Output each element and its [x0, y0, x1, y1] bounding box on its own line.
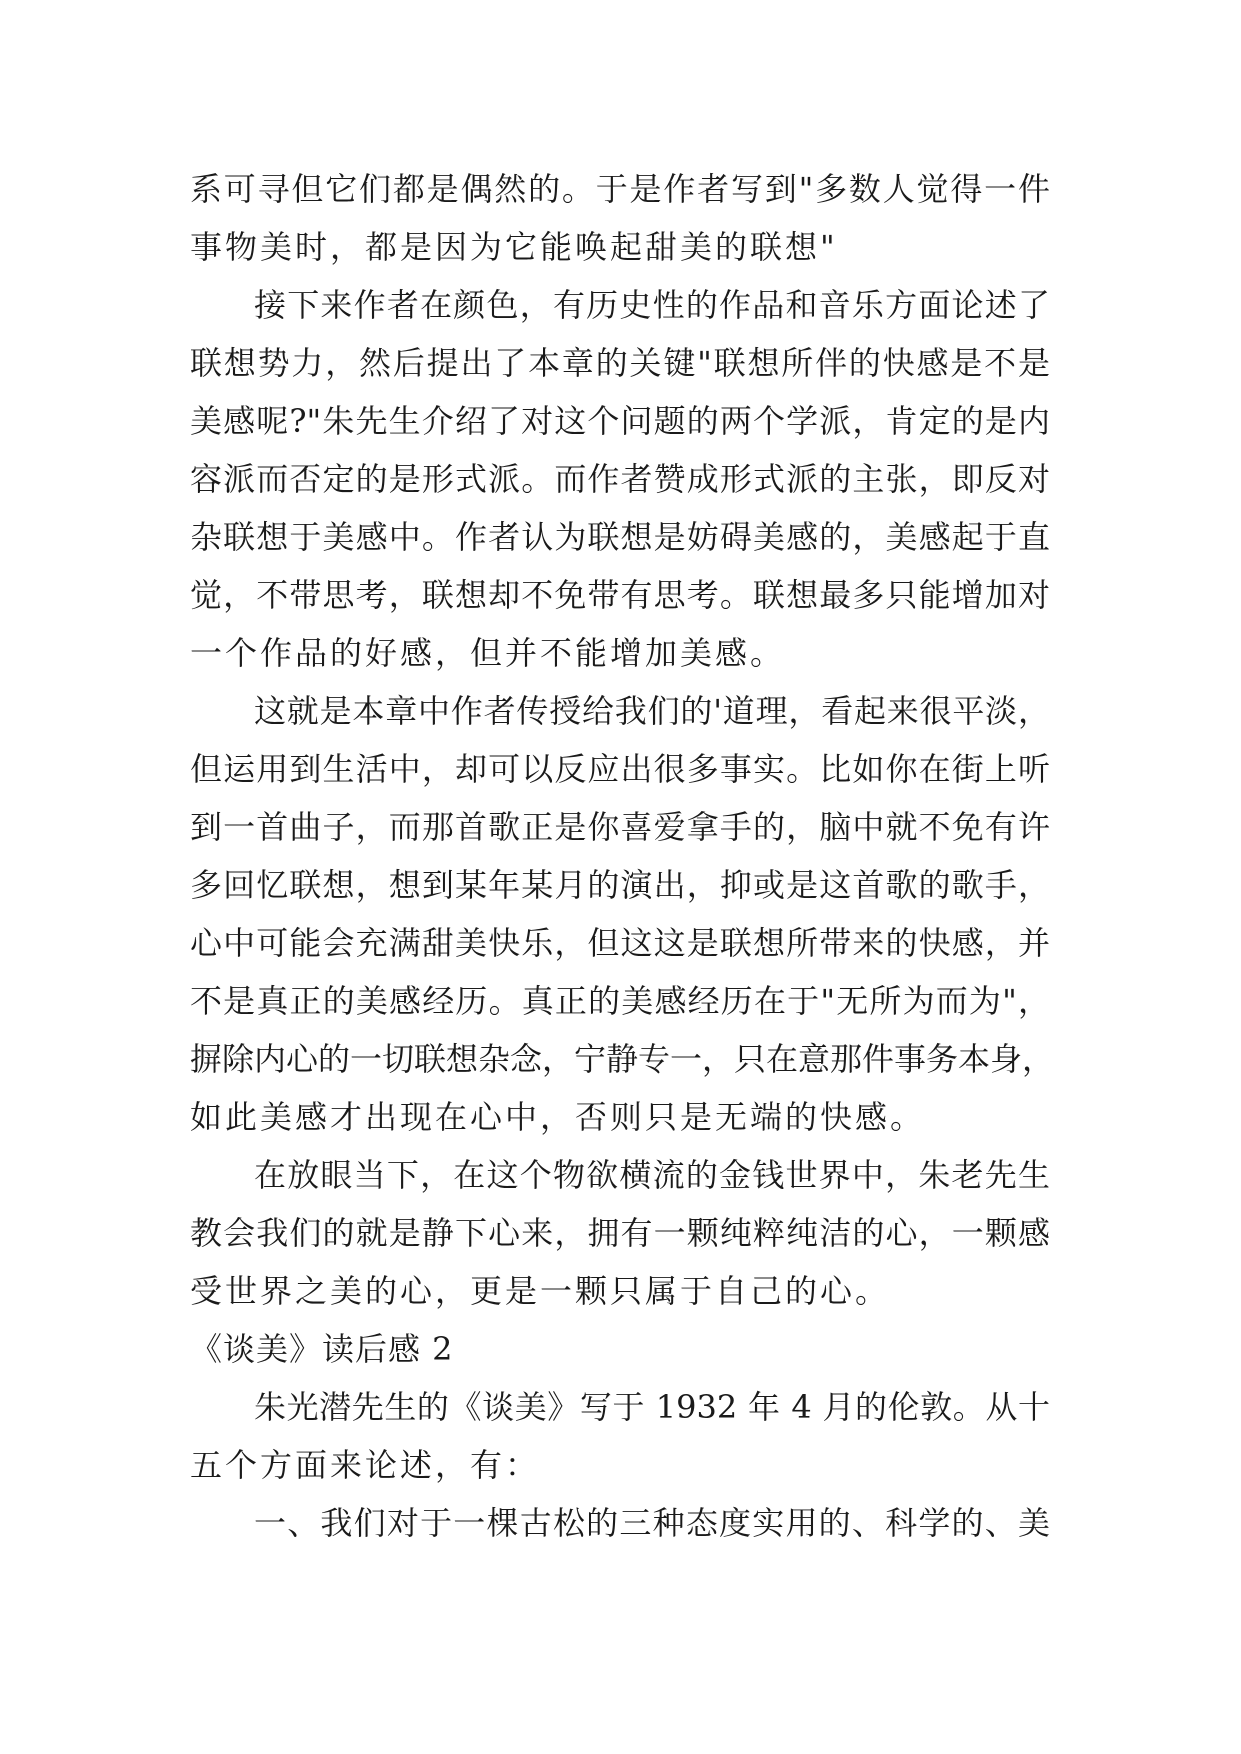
text-line: 一、我们对于一棵古松的三种态度实用的、科学的、美: [254, 1504, 1050, 1542]
text-line: 这就是本章中作者传授给我们的'道理，看起来很平淡，: [254, 692, 1050, 730]
text-line: 心中可能会充满甜美快乐，但这这是联想所带来的快感，并: [190, 924, 1050, 962]
text-line: 杂联想于美感中。作者认为联想是妨碍美感的，美感起于直: [190, 518, 1050, 556]
text-line: 觉，不带思考，联想却不免带有思考。联想最多只能增加对: [190, 576, 1050, 614]
section-heading: 《谈美》读后感 2: [190, 1330, 454, 1368]
document-body: [190, 160, 1055, 1552]
text-line: 美感呢?"朱先生介绍了对这个问题的两个学派，肯定的是内: [190, 402, 1050, 440]
text-line: 五个方面来论述，有：: [190, 1446, 541, 1484]
text-line: 教会我们的就是静下心来，拥有一颗纯粹纯洁的心，一颗感: [190, 1214, 1050, 1252]
text-line: 受世界之美的心，更是一颗只属于自己的心。: [190, 1272, 891, 1310]
text-line: 容派而否定的是形式派。而作者赞成形式派的主张，即反对: [190, 460, 1050, 498]
text-line: 事物美时，都是因为它能唤起甜美的联想": [190, 228, 838, 266]
text-line: 摒除内心的一切联想杂念，宁静专一，只在意那件事务本身，: [190, 1040, 1055, 1078]
text-line: 系可寻但它们都是偶然的。于是作者写到"多数人觉得一件: [190, 170, 1050, 208]
text-line: 但运用到生活中，却可以反应出很多事实。比如你在街上听: [190, 750, 1050, 788]
text-line: 在放眼当下，在这个物欲横流的金钱世界中，朱老先生: [254, 1156, 1050, 1194]
text-line: 不是真正的美感经历。真正的美感经历在于"无所为而为"，: [190, 982, 1050, 1020]
text-line: 到一首曲子，而那首歌正是你喜爱拿手的，脑中就不免有许: [190, 808, 1050, 846]
text-line: 如此美感才出现在心中，否则只是无端的快感。: [190, 1098, 926, 1136]
text-line: 一个作品的好感，但并不能增加美感。: [190, 634, 786, 672]
text-line: 多回忆联想，想到某年某月的演出，抑或是这首歌的歌手，: [190, 866, 1050, 904]
text-line: 朱光潜先生的《谈美》写于 1932 年 4 月的伦敦。从十: [254, 1388, 1050, 1426]
text-line: 联想势力，然后提出了本章的关键"联想所伴的快感是不是: [190, 344, 1050, 382]
text-line: 接下来作者在颜色，有历史性的作品和音乐方面论述了: [254, 286, 1050, 324]
